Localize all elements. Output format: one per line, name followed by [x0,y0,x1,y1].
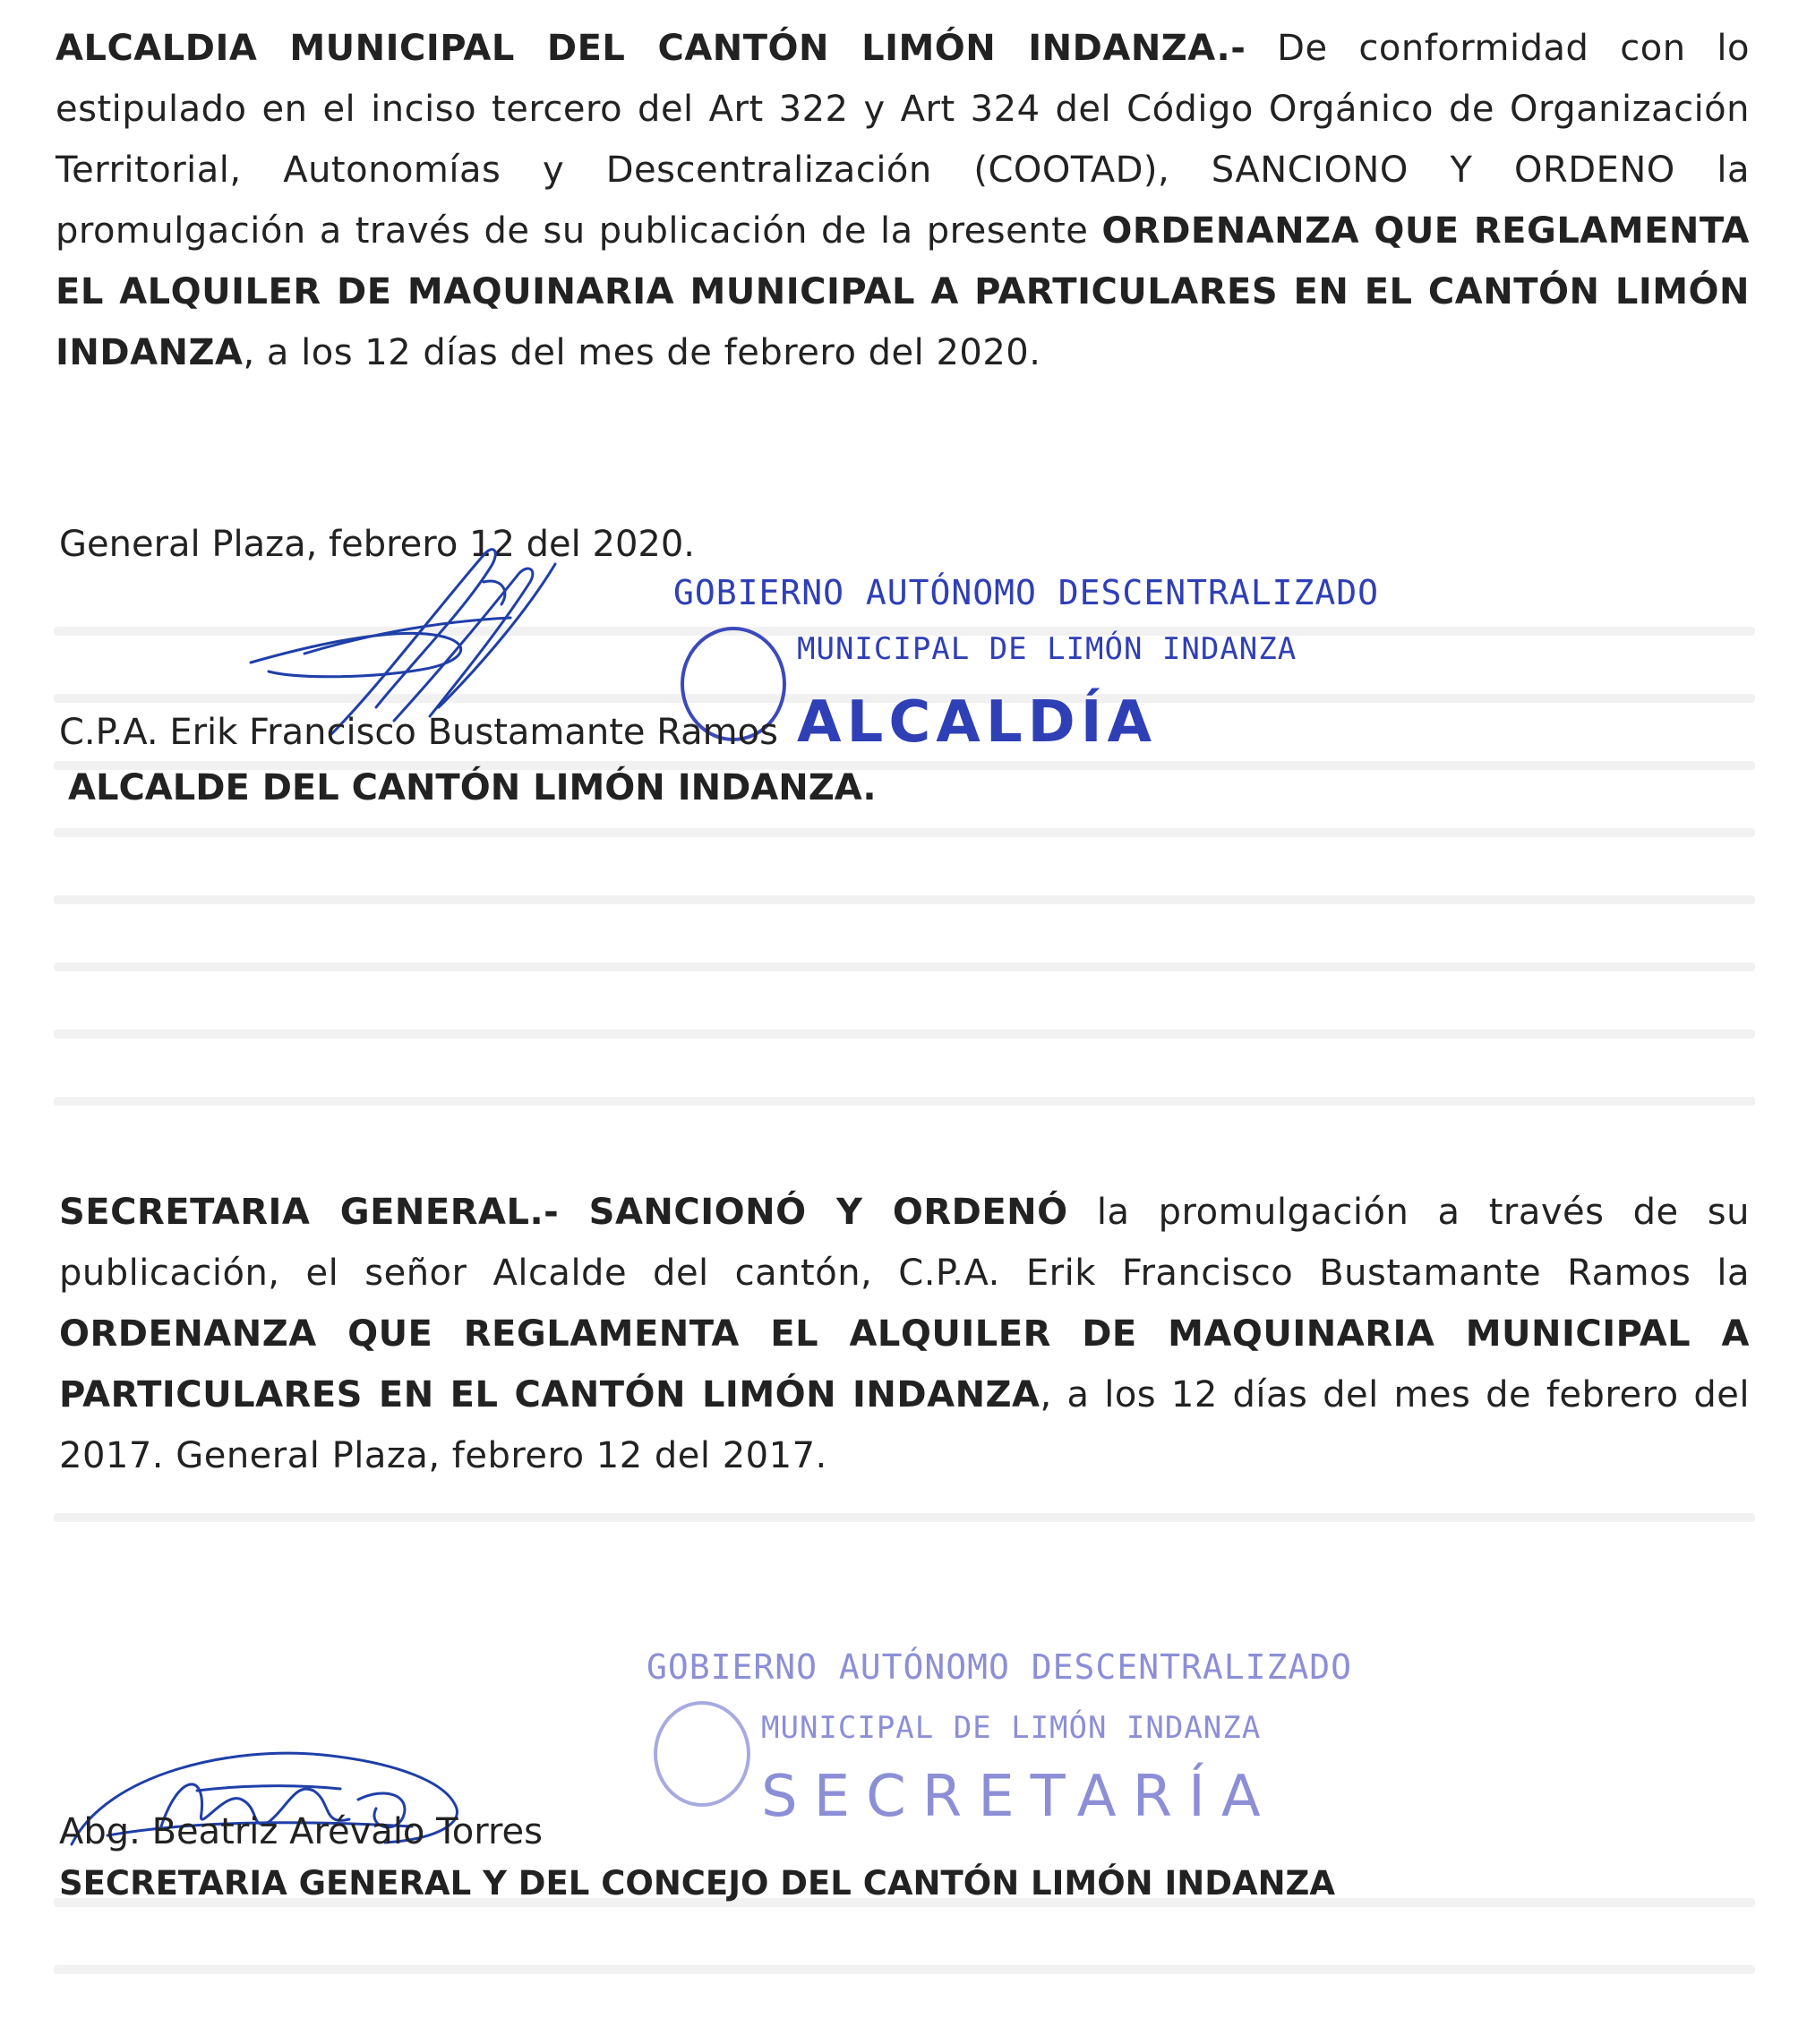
coat-of-arms-icon [654,1701,750,1807]
alcaldia-heading: ALCALDIA MUNICIPAL DEL CANTÓN LIMÓN INDANZA.- [56,28,1246,69]
paragraph-text: la promulgación a través de su publicación, el señor Alcalde del cantón, C.P.A. Erik Francisco Bustamante Ramos la [59,1192,1750,1294]
stamp-line-gobierno: GOBIERNO AUTÓNOMO DESCENTRALIZADO [647,1647,1352,1687]
ordinance-title: ORDENANZA QUE REGLAMENTA EL ALQUILER DE MAQUINARIA MUNICIPAL A PARTICULARES EN EL CANTÓN LIMÓN INDANZA [59,1313,1750,1415]
bleed-through-line [54,1965,1755,1974]
stamp-line-alcaldia: ALCALDÍA [797,689,1158,756]
bleed-through-line [54,1513,1755,1522]
paragraph-text: , a los 12 días del mes de febrero del 2020. [243,332,1041,373]
bleed-through-line [54,1030,1755,1039]
place-date: General Plaza, febrero 12 del 2020. [59,524,695,565]
alcaldia-promulgation-paragraph [56,18,1750,383]
paragraph-text: De conformidad con lo estipulado en el inciso tercero del Art 322 y Art 324 del Código Orgánico de Organización Territorial, Autonomías y Descentralización (COOTAD), SANCIONO Y ORDENO la promulgación a través de su publicación de la presente [56,28,1750,252]
secretary-name: Abg. Beatriz Arévalo Torres [59,1811,543,1852]
mayor-name: C.P.A. Erik Francisco Bustamante Ramos [59,712,778,753]
stamp-line-secretaria: SECRETARÍA [761,1764,1277,1830]
paragraph-text: , a los 12 días del mes de febrero del 2017. General Plaza, febrero 12 del 2017. [59,1374,1750,1476]
bleed-through-line [54,895,1755,904]
stamp-line-municipal: MUNICIPAL DE LIMÓN INDANZA [761,1710,1262,1746]
bleed-through-line [54,962,1755,971]
bleed-through-line [54,828,1755,837]
mayor-title: ALCALDE DEL CANTÓN LIMÓN INDANZA. [68,767,877,808]
bleed-through-line [54,1097,1755,1106]
secretary-title: SECRETARIA GENERAL Y DEL CONCEJO DEL CANTÓN LIMÓN INDANZA [59,1864,1336,1903]
ordinance-title: ORDENANZA QUE REGLAMENTA EL ALQUILER DE MAQUINARIA MUNICIPAL A PARTICULARES EN EL CANTÓN LIMÓN INDANZA [56,210,1751,373]
secretaria-paragraph [59,1182,1750,1486]
stamp-line-municipal: MUNICIPAL DE LIMÓN INDANZA [797,631,1297,667]
secretaria-heading: SECRETARIA GENERAL.- SANCIONÓ Y ORDENÓ [59,1192,1068,1233]
stamp-line-gobierno: GOBIERNO AUTÓNOMO DESCENTRALIZADO [673,573,1379,612]
